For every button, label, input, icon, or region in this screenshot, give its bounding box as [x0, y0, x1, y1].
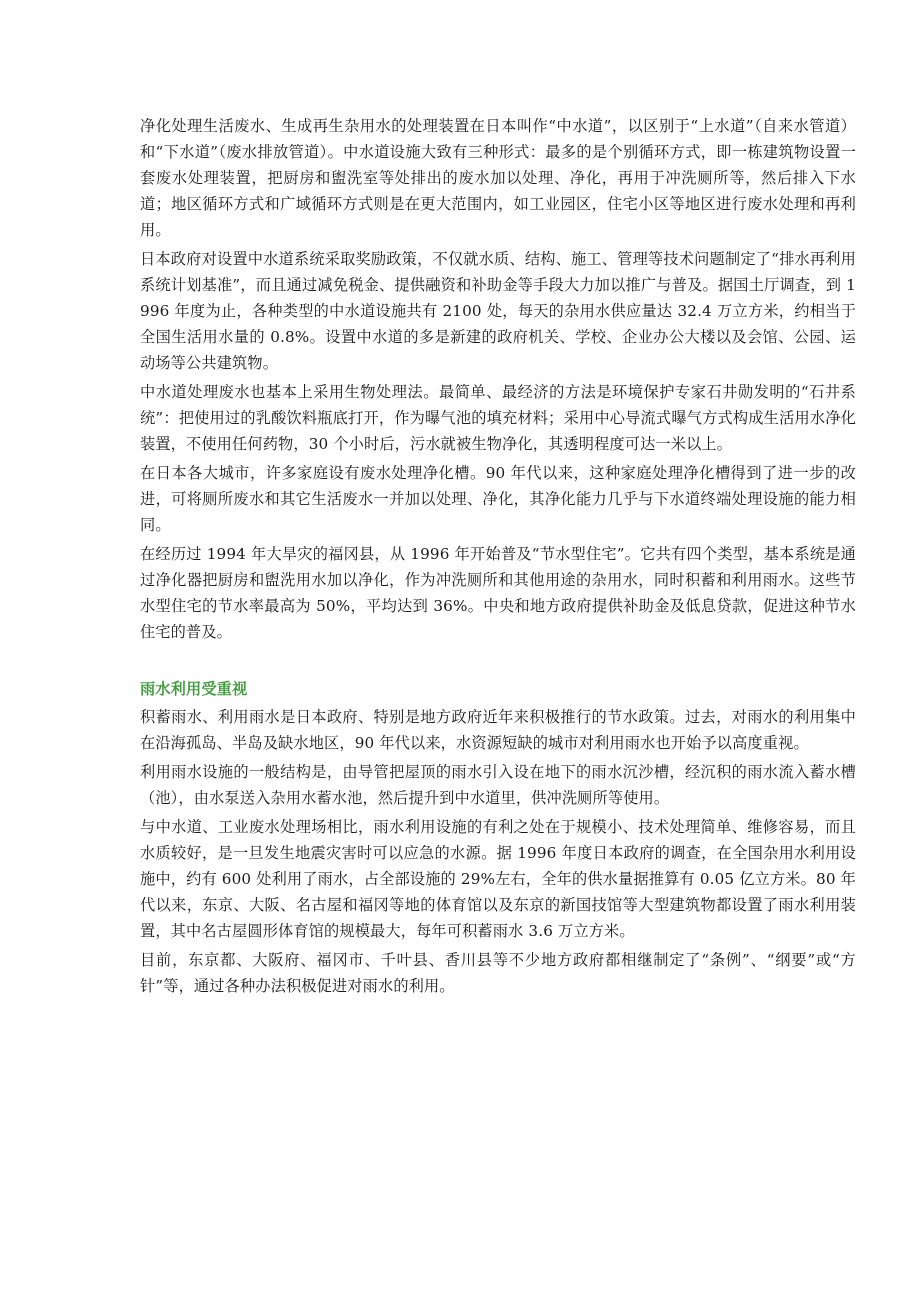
- paragraph: 在日本各大城市，许多家庭设有废水处理净化槽。90 年代以来，这种家庭处理净化槽得到了进一步的改进，可将厕所废水和其它生活废水一并加以处理、净化，其净化能力几乎与下水道终端处理设施的能力相同。: [140, 464, 856, 534]
- section-rainwater: [140, 676, 856, 999]
- section-graywater: [140, 113, 856, 645]
- paragraph: 中水道处理废水也基本上采用生物处理法。最简单、最经济的方法是环境保护专家石井勋发明的“石井系统”：把使用过的乳酸饮料瓶底打开，作为曝气池的填充材料；采用中心导流式曝气方式构成生活用水净化装置，不使用任何药物，30 个小时后，污水就被生物净化，其透明程度可达一米以上。: [140, 383, 856, 453]
- paragraph: 积蓄雨水、利用雨水是日本政府、特别是地方政府近年来积极推行的节水政策。过去，对雨水的利用集中在沿海孤岛、半岛及缺水地区，90 年代以来，水资源短缺的城市对利用雨水也开始予以高度重视。: [140, 708, 856, 752]
- paragraph: 目前，东京都、大阪府、福冈市、千叶县、香川县等不少地方政府都相继制定了“条例”、“纲要”或“方针”等，通过各种办法积极促进对雨水的利用。: [140, 951, 856, 995]
- paragraph: 净化处理生活废水、生成再生杂用水的处理装置在日本叫作“中水道”，以区别于“上水道”（自来水管道）和“下水道”（废水排放管道）。中水道设施大致有三种形式：最多的是个别循环方式，即一栋建筑物设置一套废水处理装置，把厨房和盥洗室等处排出的废水加以处理、净化，再用于冲洗厕所等，然后排入下水道；地区循环方式和广域循环方式则是在更大范围内，如工业园区，住宅小区等地区进行废水处理和再利用。: [140, 117, 856, 239]
- section-spacer: [140, 648, 856, 676]
- paragraph: 利用雨水设施的一般结构是，由导管把屋顶的雨水引入设在地下的雨水沉沙槽，经沉积的雨水流入蓄水槽（池），由水泵送入杂用水蓄水池，然后提升到中水道里，供冲洗厕所等使用。: [140, 763, 856, 807]
- paragraph: 在经历过 1994 年大旱灾的福冈县，从 1996 年开始普及“节水型住宅”。它共有四个类型，基本系统是通过净化器把厨房和盥洗用水加以净化，作为冲洗厕所和其他用途的杂用水，同时积蓄和利用雨水。这些节水型住宅的节水率最高为 50%，平均达到 36%。中央和地方政府提供补助金及低息贷款，促进这种节水住宅的普及。: [140, 545, 856, 641]
- paragraph: 与中水道、工业废水处理场相比，雨水利用设施的有利之处在于规模小、技术处理简单、维修容易，而且水质较好，是一旦发生地震灾害时可以应急的水源。据 1996 年度日本政府的调查，在全国杂用水利用设施中，约有 600 处利用了雨水，占全部设施的 29%左右，全年的供水量据推算有 0.05 亿立方米。80 年代以来，东京、大阪、名古屋和福冈等地的体育馆以及东京的新国技馆等大型建筑物都设置了雨水利用装置，其中名古屋圆形体育馆的规模最大，每年可积蓄雨水 3.6 万立方米。: [140, 818, 856, 940]
- document-body: [140, 113, 856, 1002]
- paragraph: 日本政府对设置中水道系统采取奖励政策，不仅就水质、结构、施工、管理等技术问题制定了“排水再利用系统计划基准”，而且通过减免税金、提供融资和补助金等手段大力加以推广与普及。据国土厅调查，到 1996 年度为止，各种类型的中水道设施共有 2100 处，每天的杂用水供应量达 32.4 万立方米，约相当于全国生活用水量的 0.8%。设置中水道的多是新建的政府机关、学校、企业办公大楼以及会馆、公园、运动场等公共建筑物。: [140, 250, 856, 372]
- section-heading: 雨水利用受重视: [140, 680, 248, 698]
